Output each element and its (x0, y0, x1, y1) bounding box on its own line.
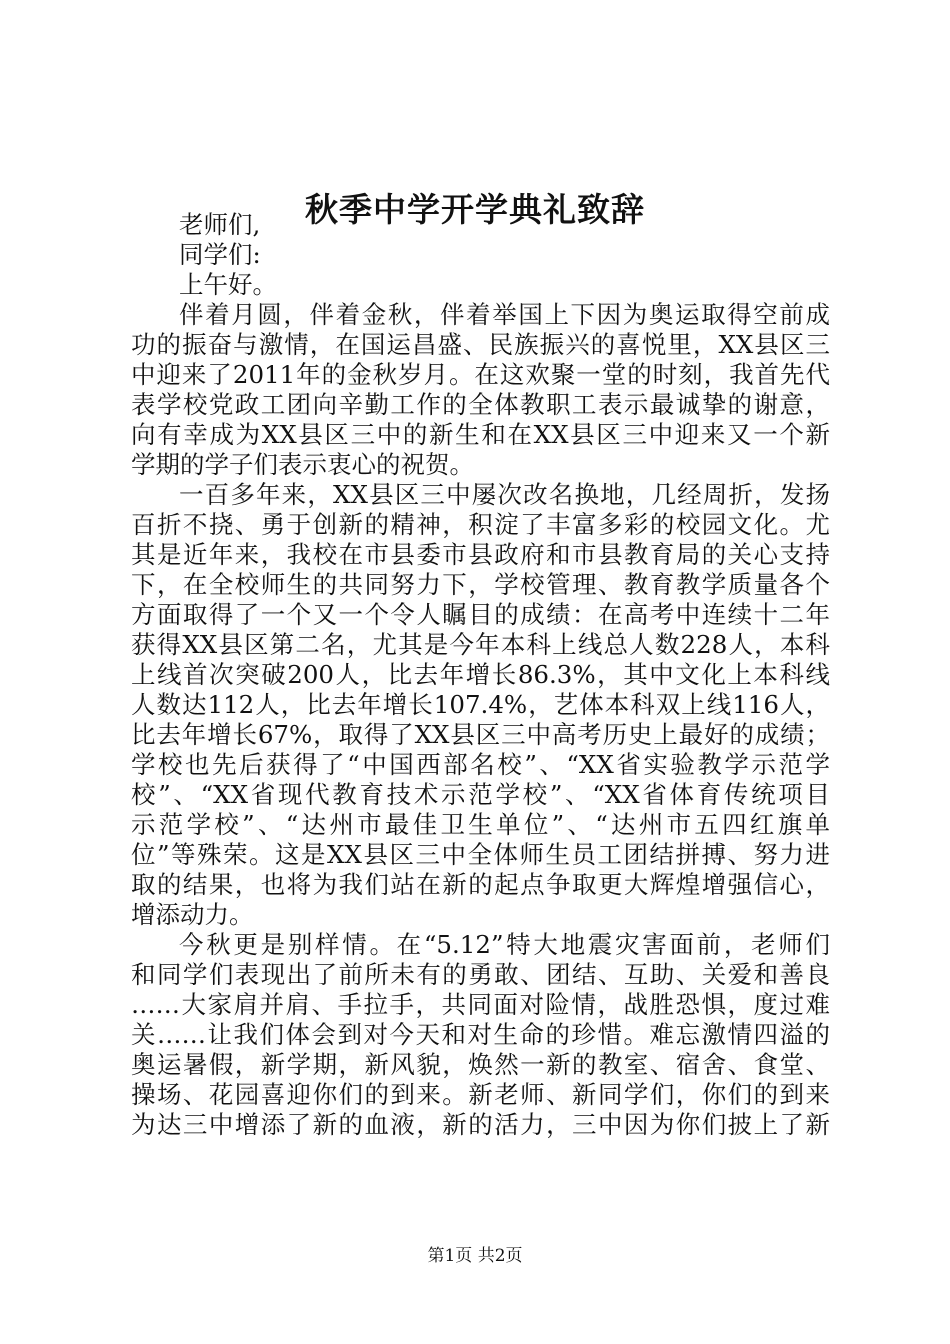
paragraph-line: 今秋更是别样情。在“5.12”特大地震灾害面前，老师们 (179, 930, 830, 959)
paragraph-line: 其是近年来，我校在市县委市县政府和市县教育局的关心支持 (131, 540, 830, 569)
paragraph-line: 奥运暑假，新学期，新风貌，焕然一新的教室、宿舍、食堂、 (131, 1050, 830, 1079)
paragraph-line: 关……让我们体会到对今天和对生命的珍惜。难忘激情四溢的 (131, 1020, 830, 1049)
paragraph-line: 和同学们表现出了前所未有的勇敢、团结、互助、关爱和善良 (131, 960, 830, 989)
paragraph-line: 上线首次突破200人，比去年增长86.3%，其中文化上本科线 (131, 660, 830, 689)
paragraph-line: 校”、“XX省现代教育技术示范学校”、“XX省体育传统项目 (131, 780, 830, 809)
paragraph-line: 示范学校”、“达州市最佳卫生单位”、“达州市五四红旗单 (131, 810, 830, 839)
paragraph-line: 下，在全校师生的共同努力下，学校管理、教育教学质量各个 (131, 570, 830, 599)
paragraph-line: 方面取得了一个又一个令人瞩目的成绩：在高考中连续十二年 (131, 600, 830, 629)
salutation-line: 老师们, (179, 210, 261, 239)
paragraph-line: 人数达112人，比去年增长107.4%，艺体本科双上线116人， (131, 690, 830, 719)
document-body (131, 210, 830, 1140)
paragraph-line: 功的振奋与激情，在国运昌盛、民族振兴的喜悦里，XX县区三 (131, 330, 830, 359)
paragraph-line: 向有幸成为XX县区三中的新生和在XX县区三中迎来又一个新 (131, 420, 830, 449)
paragraph-line: 百折不挠、勇于创新的精神，积淀了丰富多彩的校园文化。尤 (131, 510, 830, 539)
paragraph-line: 取的结果，也将为我们站在新的起点争取更大辉煌增强信心， (131, 870, 830, 899)
paragraph-line: 中迎来了2011年的金秋岁月。在这欢聚一堂的时刻，我首先代 (131, 360, 830, 389)
paragraph-line: 获得XX县区第二名，尤其是今年本科上线总人数228人，本科 (131, 630, 830, 659)
paragraph-line: 操场、花园喜迎你们的到来。新老师、新同学们，你们的到来 (131, 1080, 830, 1109)
page-number-footer: 第1页 共2页 (427, 1246, 523, 1266)
paragraph-line: 表学校党政工团向辛勤工作的全体教职工表示最诚挚的谢意， (131, 390, 830, 419)
paragraph-line: 比去年增长67%，取得了XX县区三中高考历史上最好的成绩； (131, 720, 830, 749)
paragraph-line: 一百多年来，XX县区三中屡次改名换地，几经周折，发扬 (179, 480, 830, 509)
paragraph-line: 学期的学子们表示衷心的祝贺。 (131, 450, 474, 479)
salutation-line: 同学们: (179, 240, 261, 269)
paragraph-line: 为达三中增添了新的血液，新的活力，三中因为你们披上了新 (131, 1110, 830, 1139)
salutation-line: 上午好。 (179, 270, 277, 299)
paragraph-line: 增添动力。 (131, 900, 254, 929)
paragraph-line: 学校也先后获得了“中国西部名校”、“XX省实验教学示范学 (131, 750, 830, 779)
paragraph-line: 伴着月圆，伴着金秋，伴着举国上下因为奥运取得空前成 (179, 300, 830, 329)
paragraph-line: ……大家肩并肩、手拉手，共同面对险情，战胜恐惧，度过难 (131, 990, 830, 1019)
paragraph-line: 位”等殊荣。这是XX县区三中全体师生员工团结拼搏、努力进 (131, 840, 830, 869)
page-title: 秋季中学开学典礼致辞 (305, 190, 645, 229)
